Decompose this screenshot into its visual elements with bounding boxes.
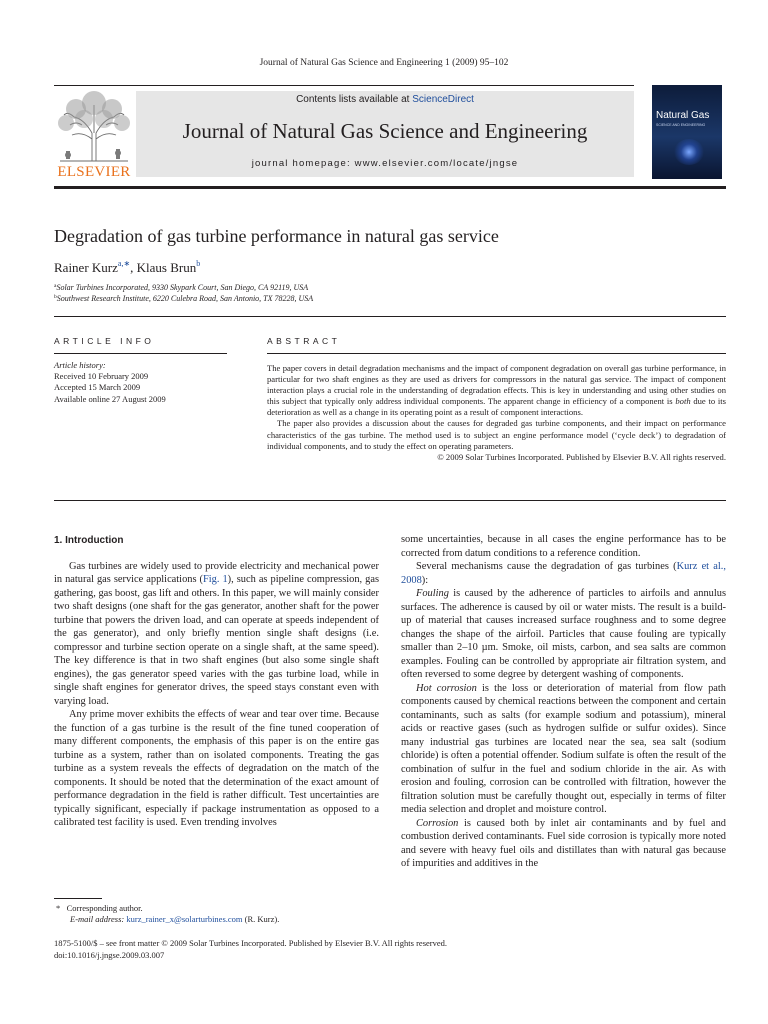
body-column-left [54,534,379,830]
author-separator: , [130,260,137,275]
author-name[interactable]: Rainer Kurz [54,260,118,275]
body-column-right [401,533,726,871]
abstract-bottom-rule [54,500,726,501]
affiliation-label: b [54,294,57,300]
abstract-copyright: © 2009 Solar Turbines Incorporated. Published by Elsevier B.V. All rights reserved. [437,451,726,462]
abstract-heading: ABSTRACT [267,336,341,346]
footnote-corresponding: * Corresponding author. [56,903,143,913]
cover-subtitle: SCIENCE AND ENGINEERING [656,123,706,127]
abstract-body [267,363,726,463]
cover-flame-graphic [674,139,704,165]
header-bottom-rule [54,186,726,189]
affiliation-b [54,294,313,303]
body-paragraph: Corrosion is caused both by inlet air contaminants and by fuel and combustion derived contaminants. Fuel side corrosion is typically more noted and severe with heavy fuel oils and distillates than with natural gas because of impurities and additives in the [401,817,726,869]
body-paragraph: Gas turbines are widely used to provide electricity and mechanical power in natural gas service applications (Fig. 1), such as pipeline compression, gas gathering, gas boost, gas lift and others. In this paper, we will mainly consider two shaft designs (one shaft for the gas generator, another shaft for the power turbine that powers the driven load, and can operate at speeds independent of the gas generator), and only briefly mention single shaft designs (i.e. compressor and turbine section operate on a single shaft, at the same speed). The key difference is that in two shaft engines (but also some single shaft engines), the gas generator speed varies with the gas turbine load, while in single shaft engines for generator drives, the speed stays constant even with varying load. [54,560,379,707]
journal-title: Journal of Natural Gas Science and Engineering [182,119,588,143]
contents-line [136,94,634,105]
journal-masthead [136,91,634,177]
affiliation-text: Solar Turbines Incorporated, 9330 Skypark Court, San Diego, CA 92119, USA [56,283,309,292]
history-received: Received 10 February 2009 [54,371,149,382]
section-heading: 1. Introduction [54,535,124,546]
author-affiliation-mark[interactable]: b [196,259,201,268]
issn-line: 1875-5100/$ – see front matter © 2009 Solar Turbines Incorporated. Published by Elsevier B.V. All rights reserved. [54,938,447,948]
contents-prefix: Contents lists available at [296,94,413,105]
history-label: Article history: [54,360,106,370]
article-info-heading: ARTICLE INFO [54,336,155,346]
body-paragraph: some uncertainties, because in all cases the engine performance has to be corrected from datum conditions to a reference condition. [401,534,726,559]
header-top-rule [54,85,634,86]
email-link[interactable]: kurz_rainer_x@solarturbines.com [126,914,243,924]
corresponding-author-mark[interactable]: ∗ [123,259,131,268]
journal-cover-image[interactable] [652,85,722,179]
history-accepted: Accepted 15 March 2009 [54,382,141,393]
journal-header [54,85,726,181]
article-history [54,360,166,405]
elsevier-logo[interactable] [54,89,134,181]
body-paragraph: Any prime mover exhibits the effects of wear and tear over time. Because the function of a gas turbine is the result of the fine tuned cooperation of many different components, the emphasis of this paper is on the entire gas turbine as a system, rather than on isolated components. Treating the gas turbine as a system reveals the effects of degradation on the match of the components. It should be noted that the determination of the exact amount of performance degradation in the field is rather difficult. Test uncertainties are typically significant, especially if package instrumentation as opposed to a calibrated test facility is used. Even trending involves [54,709,379,828]
cover-title: Natural Gas [656,110,710,121]
journal-reference: Journal of Natural Gas Science and Engineering 1 (2009) 95–102 [259,58,509,68]
author-list [54,259,200,276]
abstract-rule [267,353,726,354]
author-name[interactable]: Klaus Brun [136,260,197,275]
footnote-email: E-mail address: kurz_rainer_x@solarturbines.com (R. Kurz). [70,914,280,924]
page-footer [54,938,447,961]
body-paragraph: Hot corrosion is the loss or deterioration of material from flow path components caused by chemical reactions between the component and certain contaminants, such as salts (for example sodium and potassium), mineral acids or reactive gases (such as hydrogen sulfide or sulfur oxides). Since many industrial gas turbines are located near the sea, sea salt (sodium chloride) is often a potential offender. Sodium sulfate is often the result of the combination of sulfur in the fuel and sodium chloride in the air. As with erosion and fouling, corrosion can be controlled with filtration, however the filtration solution must be carefully thought out, especially in terms of filter media selection and droplet and moisture control. [401,682,726,815]
affiliation-label: a [54,283,57,289]
citation-link[interactable]: Kurz et al., 2008 [401,561,726,586]
body-paragraph: Several mechanisms cause the degradation of gas turbines (Kurz et al., 2008): [401,561,726,586]
body-paragraph: Fouling is caused by the adherence of particles to airfoils and annulus surfaces. The adherence is caused by oil or water mists. The result is a build-up of material that causes increased surface roughness and to some degree changes the shape of the airfoil. Particles that cause fouling are typically smaller than 2–10 µm. Smoke, oil mists, carbon, and sea salts are common examples. Fouling can be controlled by appropriate air filtration system, and often reversed to some degree by detergent washing of components. [401,588,726,680]
article-title: Degradation of gas turbine performance in natural gas service [54,226,499,246]
history-online: Available online 27 August 2009 [54,393,166,404]
elsevier-tree-icon [54,89,134,163]
footnote-rule [54,898,102,899]
footnote [56,903,279,925]
elsevier-wordmark: ELSEVIER [57,164,131,180]
doi-line[interactable]: doi:10.1016/j.jngse.2009.03.007 [54,949,165,960]
affiliation-text: Southwest Research Institute, 6220 Culebra Road, San Antonio, TX 78228, USA [56,294,314,303]
journal-homepage[interactable]: journal homepage: www.elsevier.com/locate/jngse [251,158,519,169]
figure-link[interactable]: Fig. 1 [202,574,228,585]
section-divider [54,316,726,317]
abstract-paragraph: The paper covers in detail degradation mechanisms and the impact of component degradation on overall gas turbine performance, in particular for two shaft engines as they are used as drivers for compressors in the natural gas service. The impact of component interaction plays a crucial role in the understanding of degradation effects. This is key in understanding and using other studies on this subject that typically only address individual components. The apparent change in efficiency of a component is both due to its deterioration as well as a change in its operating point as a result of component interactions. [267,363,726,418]
abstract-paragraph: The paper also provides a discussion about the causes for degraded gas turbine components, and their impact on performance characteristics of the gas turbine. The method used is to subject an engine performance model (‘cycle deck’) to degradation of individual components, and to study the effect on operating parameters. [267,418,726,451]
affiliation-a [54,283,308,292]
sciencedirect-link[interactable]: ScienceDirect [412,94,474,105]
article-info-rule [54,353,227,354]
author-affiliation-mark[interactable]: a, [117,259,124,268]
